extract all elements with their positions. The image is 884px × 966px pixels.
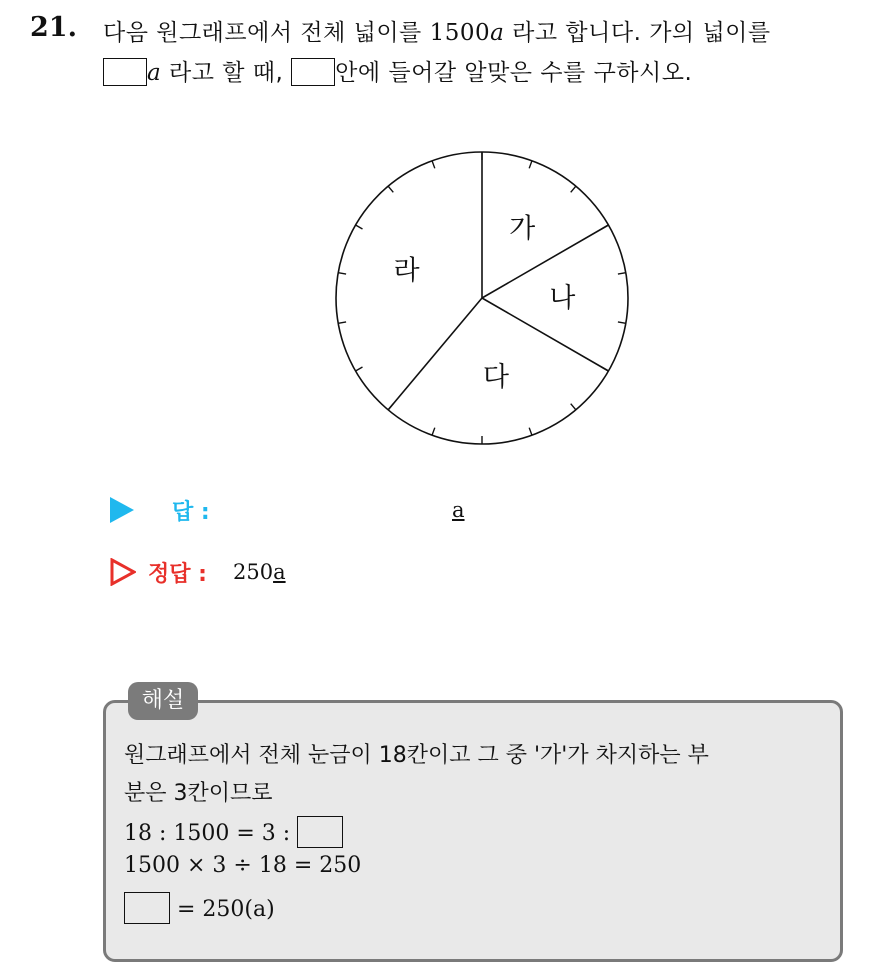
- answer-label: 답 :: [172, 499, 210, 525]
- correct-answer-value: [233, 560, 286, 584]
- pie-tick: [618, 273, 626, 274]
- pie-tick: [338, 322, 346, 323]
- pie-label-4: 라: [393, 255, 420, 287]
- explanation-line4: 1500 × 3 ÷ 18 = 250: [124, 853, 362, 878]
- explanation-line3: [124, 816, 343, 848]
- play-outline-icon: [110, 558, 136, 586]
- question-total-number: 1500: [429, 20, 491, 46]
- explanation-tag: 해설: [128, 682, 198, 720]
- explanation-answer-box: [124, 892, 170, 924]
- question-text-end: 안에 들어갈 알맞은 수를 구하시오.: [335, 60, 693, 86]
- pie-tick: [432, 428, 435, 436]
- explanation-blank-box: [297, 816, 343, 848]
- pie-tick: [356, 225, 363, 229]
- question-text-line1: [103, 14, 771, 47]
- answer-row: [110, 494, 210, 526]
- correct-answer-label: 정답 :: [148, 561, 207, 587]
- correct-answer-row: [110, 556, 286, 588]
- question-text-line2: [103, 54, 692, 87]
- pie-tick: [338, 273, 346, 274]
- pie-tick: [618, 322, 626, 323]
- question-blank-var: a: [147, 60, 162, 86]
- question-total-var: a: [490, 20, 505, 46]
- pie-tick: [571, 404, 576, 410]
- pie-tick: [571, 186, 576, 192]
- pie-tick: [529, 161, 532, 169]
- pie-tick: [388, 186, 393, 192]
- pie-slice-2: [482, 225, 608, 298]
- pie-tick: [529, 428, 532, 436]
- pie-labels: [393, 213, 575, 393]
- question-text-before: 다음 원그래프에서 전체 넓이를: [103, 20, 430, 46]
- correct-answer-unit: a: [273, 560, 286, 584]
- question-number: 21.: [30, 12, 77, 43]
- explanation-proportion: 18 : 1500 = 3 :: [124, 821, 291, 846]
- explanation-line1: 원그래프에서 전체 눈금이 18칸이고 그 중 '가'가 차지하는 부: [124, 743, 709, 768]
- explanation-result: = 250(a): [177, 897, 275, 922]
- pie-slice-4: [388, 298, 482, 410]
- pie-slice-3: [482, 298, 608, 371]
- question-blank-box-2: [291, 58, 335, 86]
- question-text-mid: 라고 할 때,: [161, 60, 292, 86]
- pie-tick: [432, 161, 435, 169]
- question-blank-box: [103, 58, 147, 86]
- answer-blank-unit: a: [452, 498, 465, 522]
- correct-answer-number: 250: [232, 560, 274, 584]
- explanation-line5: [124, 892, 275, 924]
- play-filled-icon: [110, 497, 134, 523]
- pie-tick: [356, 367, 363, 371]
- pie-chart: [330, 148, 634, 452]
- explanation-line2: 분은 3칸이므로: [124, 781, 273, 806]
- question-text-after: 라고 합니다. 가의 넓이를: [504, 20, 771, 46]
- pie-label-2: 나: [549, 283, 576, 314]
- pie-label-1: 가: [509, 213, 536, 245]
- pie-label-3: 다: [482, 362, 509, 394]
